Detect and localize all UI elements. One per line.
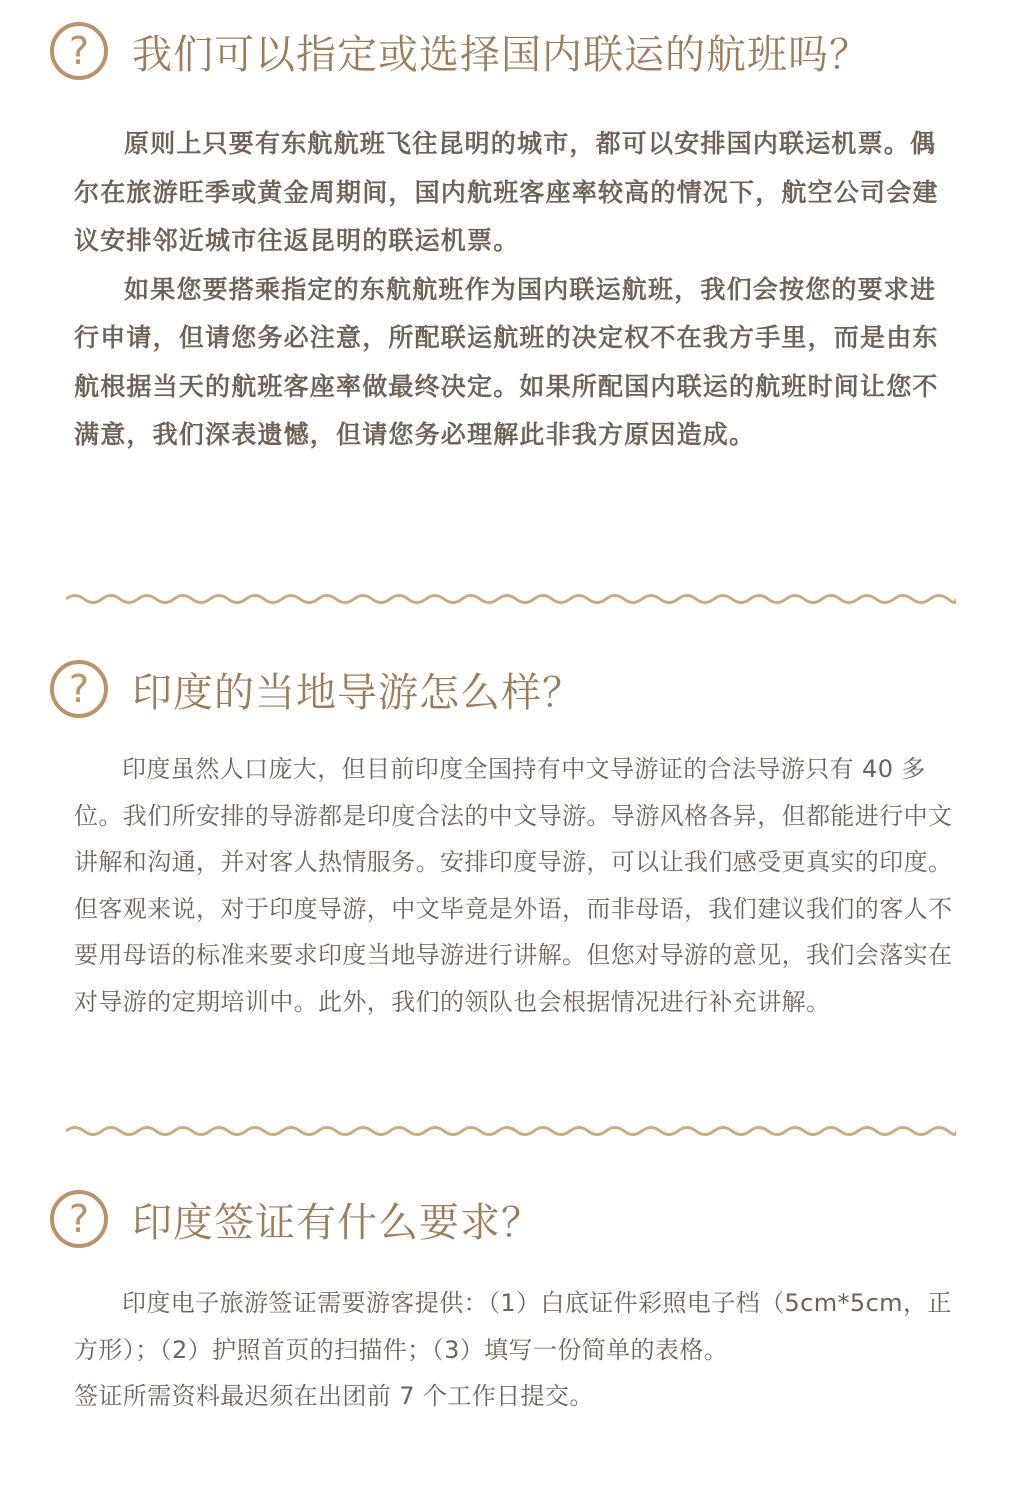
wave-divider: [66, 592, 956, 606]
faq-answer: [74, 120, 954, 460]
question-circle-icon: ?: [50, 660, 108, 718]
faq-question-title: 印度签证有什么要求？: [132, 1199, 542, 1246]
faq-answer: [74, 1280, 954, 1420]
answer-paragraph: 印度电子旅游签证需要游客提供：（1）白底证件彩照电子档（5cm*5cm，正方形）；（2）护照首页的扫描件；（3）填写一份简单的表格。: [74, 1289, 952, 1364]
question-circle-icon: ?: [50, 22, 108, 80]
answer-paragraph: 原则上只要有东航航班飞往昆明的城市，都可以安排国内联运机票。偶尔在旅游旺季或黄金周期间，国内航班客座率较高的情况下，航空公司会建议安排邻近城市往返昆明的联运机票。: [74, 129, 939, 255]
answer-paragraph: 印度虽然人口庞大，但目前印度全国持有中文导游证的合法导游只有 40 多位。我们所安排的导游都是印度合法的中文导游。导游风格各异，但都能进行中文讲解和沟通，并对客人热情服务。安排印度导游，可以让我们感受更真实的印度。但客观来说，对于印度导游，中文毕竟是外语，而非母语，我们建议我们的客人不要用母语的标准来要求印度当地导游进行讲解。但您对导游的意见，我们会落实在对导游的定期培训中。此外，我们的领队也会根据情况进行补充讲解。: [74, 755, 953, 1016]
faq-question-header: [50, 660, 583, 718]
question-circle-icon: ?: [50, 1190, 108, 1248]
answer-paragraph: 如果您要搭乘指定的东航航班作为国内联运航班，我们会按您的要求进行申请，但请您务必注意，所配联运航班的决定权不在我方手里，而是由东航根据当天的航班客座率做最终决定。如果所配国内联运的航班时间让您不满意，我们深表遗憾，但请您务必理解此非我方原因造成。: [74, 274, 939, 449]
faq-answer: [74, 746, 954, 1025]
faq-question-header: [50, 1190, 542, 1248]
faq-question-title: 印度的当地导游怎么样？: [132, 669, 583, 716]
answer-paragraph: 签证所需资料最迟须在出团前 7 个工作日提交。: [74, 1382, 594, 1410]
faq-question-header: [50, 22, 870, 80]
faq-question-title: 我们可以指定或选择国内联运的航班吗？: [132, 31, 870, 78]
wave-divider: [66, 1124, 956, 1138]
